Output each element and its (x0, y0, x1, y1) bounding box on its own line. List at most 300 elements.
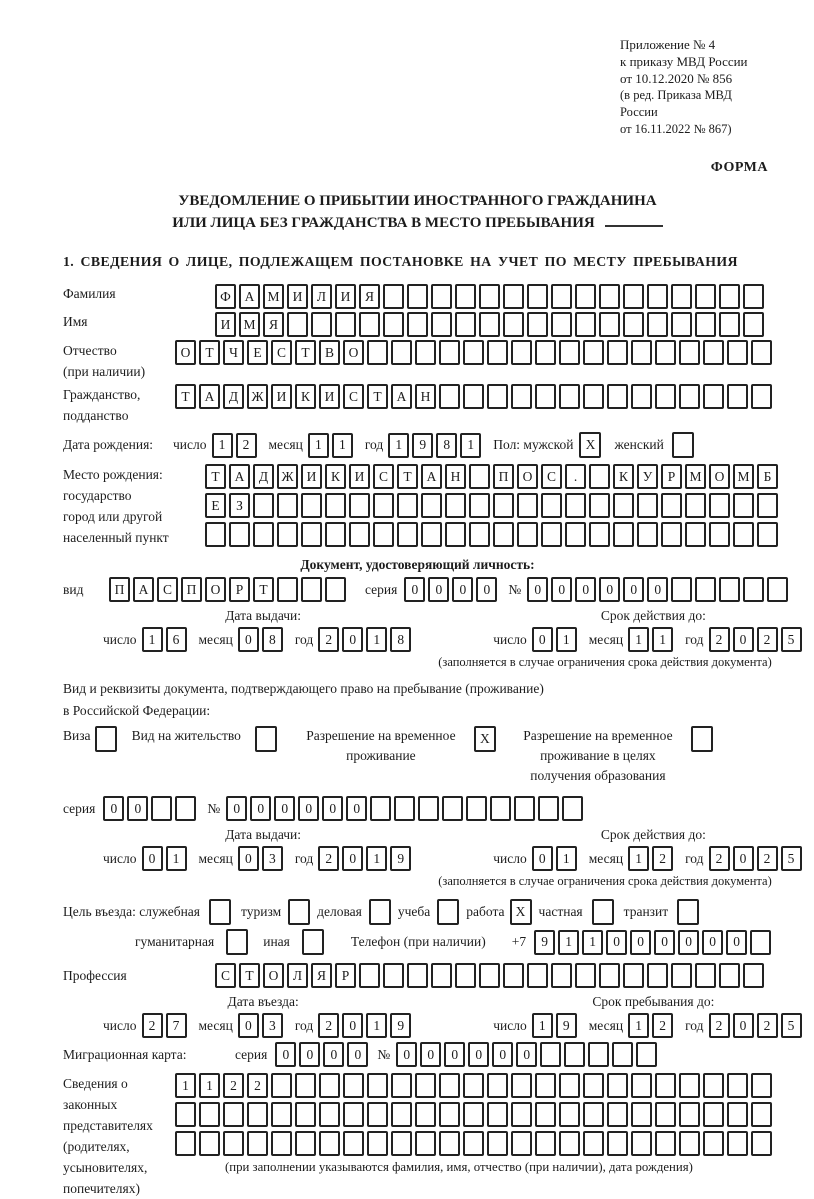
form-cell[interactable]: Ч (223, 340, 244, 365)
form-cell[interactable]: 0 (396, 1042, 417, 1067)
form-cell[interactable] (647, 963, 668, 988)
form-cell[interactable]: 1 (556, 846, 577, 871)
form-cell[interactable] (647, 312, 668, 337)
form-cell[interactable] (349, 493, 370, 518)
form-cell[interactable] (527, 284, 548, 309)
form-cell[interactable]: С (215, 963, 236, 988)
form-cell[interactable] (655, 1131, 676, 1156)
form-cell[interactable] (727, 1131, 748, 1156)
form-cell[interactable] (637, 493, 658, 518)
form-cell[interactable]: Б (757, 464, 778, 489)
form-cell[interactable]: 8 (436, 433, 457, 458)
form-cell[interactable] (335, 312, 356, 337)
form-cell[interactable] (151, 796, 172, 821)
form-cell[interactable] (538, 796, 559, 821)
form-cell[interactable]: 9 (390, 846, 411, 871)
form-cell[interactable]: 0 (238, 1013, 259, 1038)
form-cell[interactable]: 0 (342, 1013, 363, 1038)
form-cell[interactable]: М (263, 284, 284, 309)
form-cell[interactable]: Т (239, 963, 260, 988)
form-cell[interactable] (383, 284, 404, 309)
form-cell[interactable] (623, 284, 644, 309)
form-cell[interactable]: Р (335, 963, 356, 988)
form-cell[interactable] (223, 1102, 244, 1127)
form-cell[interactable] (551, 312, 572, 337)
form-cell[interactable] (295, 1073, 316, 1098)
form-cell[interactable]: 0 (647, 577, 668, 602)
form-cell[interactable] (575, 963, 596, 988)
form-cell[interactable] (517, 522, 538, 547)
form-cell[interactable]: К (613, 464, 634, 489)
form-cell[interactable]: 0 (606, 930, 627, 955)
form-cell[interactable] (487, 1073, 508, 1098)
form-cell[interactable] (719, 312, 740, 337)
form-cell[interactable]: О (175, 340, 196, 365)
form-cell[interactable] (607, 1102, 628, 1127)
form-cell[interactable] (679, 1102, 700, 1127)
form-cell[interactable] (733, 493, 754, 518)
form-cell[interactable]: К (325, 464, 346, 489)
form-cell[interactable]: 0 (299, 1042, 320, 1067)
form-cell[interactable]: И (215, 312, 236, 337)
form-cell[interactable] (743, 963, 764, 988)
form-cell[interactable] (367, 1073, 388, 1098)
form-cell[interactable] (583, 1131, 604, 1156)
form-cell[interactable]: 1 (366, 1013, 387, 1038)
form-cell[interactable] (511, 340, 532, 365)
form-cell[interactable]: П (109, 577, 130, 602)
form-cell[interactable] (559, 340, 580, 365)
form-cell[interactable] (757, 522, 778, 547)
form-cell[interactable] (647, 284, 668, 309)
form-cell[interactable] (255, 726, 277, 752)
form-cell[interactable] (95, 726, 117, 752)
form-cell[interactable] (733, 522, 754, 547)
form-cell[interactable]: 0 (127, 796, 148, 821)
form-cell[interactable]: Т (295, 340, 316, 365)
form-cell[interactable] (575, 284, 596, 309)
form-cell[interactable]: 0 (250, 796, 271, 821)
form-cell[interactable] (511, 384, 532, 409)
form-cell[interactable]: А (391, 384, 412, 409)
form-cell[interactable] (277, 493, 298, 518)
form-cell[interactable]: 8 (390, 627, 411, 652)
form-cell[interactable] (325, 522, 346, 547)
form-cell[interactable] (592, 899, 614, 925)
form-cell[interactable]: 1 (388, 433, 409, 458)
form-cell[interactable]: 5 (781, 846, 802, 871)
form-cell[interactable] (487, 340, 508, 365)
form-cell[interactable] (695, 284, 716, 309)
form-cell[interactable] (517, 493, 538, 518)
form-cell[interactable]: 1 (308, 433, 329, 458)
form-cell[interactable] (455, 963, 476, 988)
form-cell[interactable]: Р (229, 577, 250, 602)
form-cell[interactable] (301, 522, 322, 547)
form-cell[interactable]: 0 (551, 577, 572, 602)
form-cell[interactable] (751, 1073, 772, 1098)
form-cell[interactable]: С (157, 577, 178, 602)
form-cell[interactable]: Н (445, 464, 466, 489)
form-cell[interactable] (623, 963, 644, 988)
form-cell[interactable] (631, 1073, 652, 1098)
form-cell[interactable] (229, 522, 250, 547)
form-cell[interactable] (607, 1131, 628, 1156)
form-cell[interactable]: 0 (532, 627, 553, 652)
form-cell[interactable]: Л (287, 963, 308, 988)
form-cell[interactable] (407, 312, 428, 337)
form-cell[interactable]: 0 (342, 846, 363, 871)
form-cell[interactable] (343, 1102, 364, 1127)
form-cell[interactable] (599, 312, 620, 337)
form-cell[interactable]: М (239, 312, 260, 337)
form-cell[interactable]: X (474, 726, 496, 752)
form-cell[interactable] (503, 312, 524, 337)
form-cell[interactable] (514, 796, 535, 821)
form-cell[interactable]: 0 (347, 1042, 368, 1067)
form-cell[interactable]: 0 (428, 577, 449, 602)
form-cell[interactable] (750, 930, 771, 955)
form-cell[interactable] (421, 493, 442, 518)
form-cell[interactable] (607, 340, 628, 365)
form-cell[interactable]: 2 (709, 627, 730, 652)
form-cell[interactable] (703, 1102, 724, 1127)
form-cell[interactable] (199, 1102, 220, 1127)
form-cell[interactable] (439, 1131, 460, 1156)
form-cell[interactable] (431, 312, 452, 337)
form-cell[interactable] (415, 1102, 436, 1127)
form-cell[interactable]: А (229, 464, 250, 489)
form-cell[interactable] (671, 312, 692, 337)
form-cell[interactable] (394, 796, 415, 821)
form-cell[interactable]: 9 (412, 433, 433, 458)
form-cell[interactable] (767, 577, 788, 602)
form-cell[interactable] (743, 312, 764, 337)
form-cell[interactable]: М (733, 464, 754, 489)
form-cell[interactable] (209, 899, 231, 925)
form-cell[interactable]: 0 (275, 1042, 296, 1067)
form-cell[interactable] (751, 1102, 772, 1127)
form-cell[interactable]: А (239, 284, 260, 309)
form-cell[interactable] (421, 522, 442, 547)
form-cell[interactable] (527, 963, 548, 988)
form-cell[interactable]: 0 (452, 577, 473, 602)
form-cell[interactable]: 0 (654, 930, 675, 955)
form-cell[interactable] (319, 1073, 340, 1098)
form-cell[interactable] (463, 1102, 484, 1127)
form-cell[interactable]: А (133, 577, 154, 602)
form-cell[interactable] (685, 493, 706, 518)
form-cell[interactable] (655, 1073, 676, 1098)
form-cell[interactable]: 1 (556, 627, 577, 652)
form-cell[interactable]: Я (359, 284, 380, 309)
form-cell[interactable] (493, 493, 514, 518)
form-cell[interactable] (479, 284, 500, 309)
form-cell[interactable]: 1 (199, 1073, 220, 1098)
form-cell[interactable] (703, 340, 724, 365)
form-cell[interactable]: 1 (212, 433, 233, 458)
form-cell[interactable] (695, 577, 716, 602)
form-cell[interactable] (463, 384, 484, 409)
form-cell[interactable] (751, 1131, 772, 1156)
form-cell[interactable] (175, 1102, 196, 1127)
form-cell[interactable]: С (373, 464, 394, 489)
form-cell[interactable] (367, 340, 388, 365)
form-cell[interactable]: 0 (702, 930, 723, 955)
form-cell[interactable]: 1 (166, 846, 187, 871)
form-cell[interactable]: Ж (277, 464, 298, 489)
form-cell[interactable] (559, 1102, 580, 1127)
form-cell[interactable]: 0 (630, 930, 651, 955)
form-cell[interactable] (743, 284, 764, 309)
form-cell[interactable]: 0 (346, 796, 367, 821)
form-cell[interactable] (559, 1131, 580, 1156)
form-cell[interactable]: 1 (628, 1013, 649, 1038)
form-cell[interactable] (583, 1073, 604, 1098)
form-cell[interactable] (343, 1073, 364, 1098)
form-cell[interactable] (343, 1131, 364, 1156)
form-cell[interactable]: Д (223, 384, 244, 409)
form-cell[interactable]: 0 (733, 1013, 754, 1038)
form-cell[interactable]: Т (367, 384, 388, 409)
form-cell[interactable]: 6 (166, 627, 187, 652)
form-cell[interactable] (493, 522, 514, 547)
form-cell[interactable] (415, 1131, 436, 1156)
form-cell[interactable] (466, 796, 487, 821)
form-cell[interactable]: 0 (298, 796, 319, 821)
form-cell[interactable]: 1 (366, 846, 387, 871)
form-cell[interactable] (439, 1102, 460, 1127)
form-cell[interactable] (751, 340, 772, 365)
form-cell[interactable] (631, 1102, 652, 1127)
form-cell[interactable]: 9 (534, 930, 555, 955)
form-cell[interactable] (527, 312, 548, 337)
form-cell[interactable]: 0 (323, 1042, 344, 1067)
form-cell[interactable] (709, 522, 730, 547)
form-cell[interactable]: 9 (556, 1013, 577, 1038)
form-cell[interactable]: А (199, 384, 220, 409)
form-cell[interactable]: Д (253, 464, 274, 489)
form-cell[interactable] (679, 1131, 700, 1156)
form-cell[interactable]: 0 (322, 796, 343, 821)
form-cell[interactable] (349, 522, 370, 547)
form-cell[interactable] (199, 1131, 220, 1156)
form-cell[interactable] (479, 312, 500, 337)
form-cell[interactable]: 0 (733, 846, 754, 871)
form-cell[interactable] (599, 963, 620, 988)
form-cell[interactable] (583, 1102, 604, 1127)
form-cell[interactable]: 0 (342, 627, 363, 652)
form-cell[interactable]: 1 (628, 846, 649, 871)
form-cell[interactable] (373, 493, 394, 518)
form-cell[interactable] (391, 1073, 412, 1098)
form-cell[interactable]: 1 (628, 627, 649, 652)
form-cell[interactable]: 0 (532, 846, 553, 871)
form-cell[interactable]: 1 (532, 1013, 553, 1038)
form-cell[interactable] (288, 899, 310, 925)
form-cell[interactable]: Т (253, 577, 274, 602)
form-cell[interactable] (588, 1042, 609, 1067)
form-cell[interactable] (672, 432, 694, 458)
form-cell[interactable]: . (565, 464, 586, 489)
form-cell[interactable] (445, 493, 466, 518)
form-cell[interactable] (479, 963, 500, 988)
form-cell[interactable]: М (685, 464, 706, 489)
form-cell[interactable] (463, 340, 484, 365)
form-cell[interactable] (535, 384, 556, 409)
form-cell[interactable] (655, 384, 676, 409)
form-cell[interactable]: Т (397, 464, 418, 489)
form-cell[interactable]: 0 (599, 577, 620, 602)
form-cell[interactable] (325, 577, 346, 602)
form-cell[interactable]: 2 (318, 846, 339, 871)
form-cell[interactable] (685, 522, 706, 547)
form-cell[interactable] (469, 464, 490, 489)
form-cell[interactable]: 1 (175, 1073, 196, 1098)
form-cell[interactable] (559, 384, 580, 409)
form-cell[interactable]: П (181, 577, 202, 602)
form-cell[interactable]: И (287, 284, 308, 309)
form-cell[interactable] (175, 1131, 196, 1156)
form-cell[interactable]: 2 (757, 627, 778, 652)
form-cell[interactable] (490, 796, 511, 821)
form-cell[interactable] (369, 899, 391, 925)
form-cell[interactable]: 0 (492, 1042, 513, 1067)
form-cell[interactable] (247, 1131, 268, 1156)
form-cell[interactable]: 1 (142, 627, 163, 652)
form-cell[interactable] (565, 493, 586, 518)
form-cell[interactable]: 2 (709, 1013, 730, 1038)
form-cell[interactable]: 0 (468, 1042, 489, 1067)
form-cell[interactable]: С (541, 464, 562, 489)
form-cell[interactable] (455, 312, 476, 337)
form-cell[interactable]: И (349, 464, 370, 489)
form-cell[interactable]: 2 (223, 1073, 244, 1098)
form-cell[interactable]: 0 (726, 930, 747, 955)
form-cell[interactable]: 2 (318, 1013, 339, 1038)
form-cell[interactable]: 0 (476, 577, 497, 602)
form-cell[interactable] (511, 1131, 532, 1156)
form-cell[interactable] (535, 1131, 556, 1156)
form-cell[interactable] (397, 493, 418, 518)
form-cell[interactable]: 0 (420, 1042, 441, 1067)
form-cell[interactable]: 3 (262, 846, 283, 871)
form-cell[interactable] (253, 522, 274, 547)
form-cell[interactable] (359, 312, 380, 337)
form-cell[interactable] (661, 493, 682, 518)
form-cell[interactable]: У (637, 464, 658, 489)
form-cell[interactable]: 0 (404, 577, 425, 602)
form-cell[interactable]: 0 (575, 577, 596, 602)
form-cell[interactable] (695, 963, 716, 988)
form-cell[interactable] (541, 493, 562, 518)
form-cell[interactable] (407, 284, 428, 309)
form-cell[interactable]: 2 (236, 433, 257, 458)
form-cell[interactable] (607, 384, 628, 409)
form-cell[interactable] (719, 963, 740, 988)
form-cell[interactable]: О (343, 340, 364, 365)
form-cell[interactable] (487, 384, 508, 409)
form-cell[interactable]: 0 (678, 930, 699, 955)
form-cell[interactable] (709, 493, 730, 518)
form-cell[interactable] (295, 1131, 316, 1156)
form-cell[interactable] (541, 522, 562, 547)
form-cell[interactable] (535, 1073, 556, 1098)
form-cell[interactable]: 0 (142, 846, 163, 871)
form-cell[interactable] (599, 284, 620, 309)
form-cell[interactable]: 0 (274, 796, 295, 821)
form-cell[interactable]: Т (175, 384, 196, 409)
form-cell[interactable]: И (319, 384, 340, 409)
form-cell[interactable] (439, 384, 460, 409)
form-cell[interactable]: В (319, 340, 340, 365)
form-cell[interactable] (703, 384, 724, 409)
form-cell[interactable] (719, 577, 740, 602)
form-cell[interactable] (431, 963, 452, 988)
form-cell[interactable] (719, 284, 740, 309)
form-cell[interactable]: 2 (709, 846, 730, 871)
form-cell[interactable] (583, 340, 604, 365)
form-cell[interactable]: 2 (757, 846, 778, 871)
form-cell[interactable] (679, 340, 700, 365)
form-cell[interactable]: 3 (262, 1013, 283, 1038)
form-cell[interactable] (636, 1042, 657, 1067)
form-cell[interactable]: Е (247, 340, 268, 365)
form-cell[interactable]: О (205, 577, 226, 602)
form-cell[interactable]: С (343, 384, 364, 409)
form-cell[interactable]: О (263, 963, 284, 988)
form-cell[interactable]: 1 (558, 930, 579, 955)
form-cell[interactable] (301, 493, 322, 518)
form-cell[interactable]: X (579, 432, 601, 458)
form-cell[interactable] (463, 1073, 484, 1098)
form-cell[interactable]: 2 (652, 846, 673, 871)
form-cell[interactable] (691, 726, 713, 752)
form-cell[interactable]: 0 (103, 796, 124, 821)
form-cell[interactable] (226, 929, 248, 955)
form-cell[interactable]: 1 (332, 433, 353, 458)
form-cell[interactable] (295, 1102, 316, 1127)
form-cell[interactable] (757, 493, 778, 518)
form-cell[interactable] (247, 1102, 268, 1127)
form-cell[interactable] (311, 312, 332, 337)
form-cell[interactable]: С (271, 340, 292, 365)
form-cell[interactable]: О (709, 464, 730, 489)
form-cell[interactable] (503, 963, 524, 988)
form-cell[interactable] (271, 1131, 292, 1156)
form-cell[interactable] (631, 384, 652, 409)
form-cell[interactable] (540, 1042, 561, 1067)
form-cell[interactable] (253, 493, 274, 518)
form-cell[interactable] (503, 284, 524, 309)
form-cell[interactable] (319, 1102, 340, 1127)
form-cell[interactable]: 2 (142, 1013, 163, 1038)
form-cell[interactable] (727, 384, 748, 409)
form-cell[interactable]: Н (415, 384, 436, 409)
form-cell[interactable] (677, 899, 699, 925)
form-cell[interactable] (415, 1073, 436, 1098)
form-cell[interactable]: 0 (527, 577, 548, 602)
form-cell[interactable] (661, 522, 682, 547)
form-cell[interactable]: 1 (652, 627, 673, 652)
form-cell[interactable]: 2 (757, 1013, 778, 1038)
form-cell[interactable]: 0 (238, 846, 259, 871)
form-cell[interactable] (671, 963, 692, 988)
form-cell[interactable]: 1 (582, 930, 603, 955)
form-cell[interactable] (487, 1102, 508, 1127)
form-cell[interactable] (631, 1131, 652, 1156)
form-cell[interactable] (751, 384, 772, 409)
